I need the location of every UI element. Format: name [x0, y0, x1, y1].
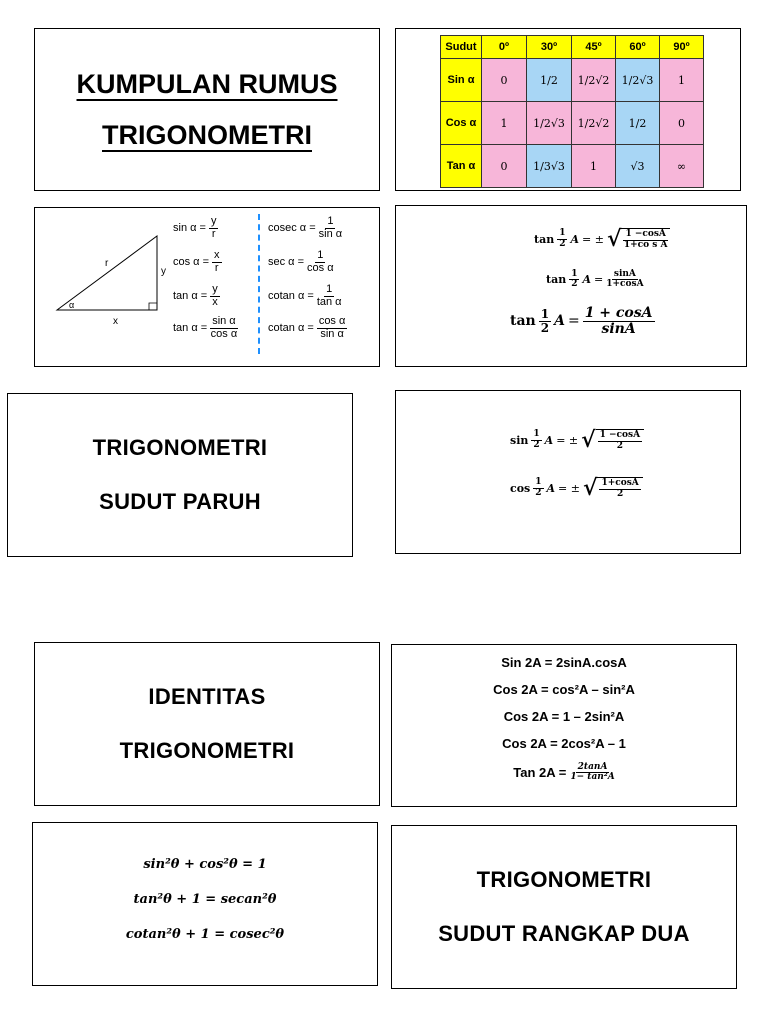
- table-cell: 1/2√2: [572, 59, 616, 102]
- var-a: A: [544, 433, 554, 447]
- ratio-lhs: tan α =: [173, 290, 208, 303]
- ratio-cotan-cossin: [268, 316, 347, 340]
- ratio-sec: [268, 250, 334, 274]
- frac-den: 2: [559, 238, 566, 249]
- table-cell: 1/3√3: [527, 145, 572, 188]
- table-cell: 1/2√3: [527, 102, 572, 145]
- var-a: A: [554, 313, 565, 330]
- label-y: y: [161, 266, 166, 277]
- table-cell: √3: [616, 145, 660, 188]
- fn-label: tan: [534, 232, 555, 246]
- frac-num: 1 + cosA: [584, 305, 653, 321]
- table-cell: 0: [482, 59, 527, 102]
- half-sincos-card: [395, 390, 741, 554]
- frac-den: 1+cosA: [606, 279, 644, 290]
- frac-num: 1+cosA: [601, 478, 639, 489]
- table-cell: 1: [660, 59, 704, 102]
- double-cos-3: Cos 2A = 2cos²A – 1: [502, 736, 626, 751]
- sqrt-group: [581, 429, 644, 451]
- half-sin-formula: [510, 429, 644, 451]
- identity-title-line1: IDENTITAS: [148, 684, 266, 709]
- table-row: [441, 102, 704, 145]
- ratio-card: [34, 207, 380, 367]
- table-cell: 1/2√2: [572, 102, 616, 145]
- row-label: Sin α: [441, 59, 482, 102]
- header-cell: 45º: [572, 36, 616, 59]
- frac-num: y: [210, 215, 217, 227]
- identity-title-line2: TRIGONOMETRI: [119, 738, 295, 763]
- plus-minus: = ±: [556, 433, 579, 447]
- identity-tan-sec: tan²θ + 1 = secan²θ: [133, 892, 277, 907]
- ratio-cotan: [268, 284, 342, 308]
- ratio-tan: [173, 284, 220, 308]
- ratio-fraction: [317, 316, 348, 340]
- double-tan-fraction: [570, 763, 614, 783]
- frac-den: sin α: [320, 327, 344, 340]
- table-row: [441, 145, 704, 188]
- table-cell: 1: [572, 145, 616, 188]
- table-cell: 1/2√3: [616, 59, 660, 102]
- double-angle-card: [391, 644, 737, 807]
- label-x: x: [113, 316, 118, 327]
- frac-den: 2: [616, 488, 624, 499]
- double-title-line1: TRIGONOMETRI: [476, 867, 652, 892]
- frac-den: x: [212, 295, 218, 308]
- half-title-line2: SUDUT PARUH: [99, 489, 261, 514]
- half-fraction: [557, 229, 567, 249]
- fn-label: cos: [510, 481, 531, 495]
- frac-den: r: [214, 261, 219, 274]
- header-cell: 0º: [482, 36, 527, 59]
- plus-minus: = ±: [558, 481, 580, 495]
- frac-den: sinA: [601, 320, 636, 337]
- sqrt-icon: √: [606, 226, 622, 252]
- frac-den: 2: [535, 487, 542, 498]
- angle-value-table: [440, 35, 704, 188]
- fn-label: tan: [510, 313, 536, 330]
- table-cell: ∞: [660, 145, 704, 188]
- half-fraction: [531, 430, 541, 450]
- frac-num: 1: [571, 269, 578, 279]
- half-angle-title-card: [7, 393, 353, 557]
- var-a: A: [546, 481, 556, 495]
- ratio-fraction: [209, 216, 219, 240]
- double-sin: Sin 2A = 2sinA.cosA: [501, 655, 627, 670]
- ratio-lhs: cotan α =: [268, 322, 314, 335]
- frac-num: 1: [535, 477, 542, 488]
- ratio-fraction: [307, 250, 334, 274]
- frac-den: cos α: [210, 327, 238, 340]
- frac-den: r: [211, 227, 216, 240]
- main-title-line2: TRIGONOMETRI: [102, 119, 312, 150]
- table-cell: 0: [660, 102, 704, 145]
- fn-label: tan: [546, 273, 567, 287]
- label-r: r: [105, 258, 109, 269]
- ratio-tan-sincos: [173, 316, 238, 340]
- ratio-lhs: sec α =: [268, 256, 305, 269]
- title-card-main: [34, 28, 380, 191]
- double-tan-lhs: Tan 2A =: [513, 765, 567, 781]
- ratio-lhs: cosec α =: [268, 222, 316, 235]
- ratio-fraction: [317, 284, 342, 308]
- dashed-divider: [258, 214, 260, 354]
- header-cell: Sudut: [441, 36, 482, 59]
- sqrt-fraction: [598, 431, 642, 451]
- frac-den: 2: [533, 439, 540, 450]
- right-triangle-diagram: [53, 230, 173, 330]
- frac-den: sin α: [318, 227, 343, 240]
- identity-title-card: [34, 642, 380, 806]
- frac-den: tan α: [316, 295, 342, 308]
- sqrt-fraction: [623, 230, 667, 250]
- frac-den: 1− tan²A: [570, 772, 615, 783]
- frac-num: y: [212, 283, 218, 295]
- ratio-lhs: sin α =: [173, 222, 206, 235]
- frac-num: x: [214, 249, 220, 261]
- double-title-line2: SUDUT RANGKAP DUA: [438, 921, 690, 946]
- frac-num: 2tanA: [577, 762, 608, 772]
- identity-list: [33, 847, 377, 952]
- frac-den: 1+co s A: [623, 239, 668, 250]
- double-angle-title-card: [391, 825, 737, 989]
- sqrt-group: [583, 477, 643, 499]
- ratio-fraction: [210, 316, 237, 340]
- frac-den: 2: [571, 279, 578, 290]
- table-cell: 0: [482, 145, 527, 188]
- row-label: Tan α: [441, 145, 482, 188]
- equals: =: [594, 273, 604, 287]
- ratio-fraction: [210, 284, 220, 308]
- double-cos-1: Cos 2A = cos²A – sin²A: [493, 682, 635, 697]
- ratio-lhs: tan α =: [173, 322, 208, 335]
- var-a: A: [582, 273, 592, 287]
- table-header-row: [441, 36, 704, 59]
- half-fraction: [569, 270, 579, 290]
- half-cos-formula: [510, 477, 643, 499]
- ratio-lhs: cos α =: [173, 256, 210, 269]
- half-tan-formula-1: [534, 228, 670, 250]
- frac-num: 1: [540, 307, 550, 322]
- header-cell: 90º: [660, 36, 704, 59]
- ratio-fraction: [212, 250, 222, 274]
- row-label: Cos α: [441, 102, 482, 145]
- frac-num: 1: [327, 215, 334, 227]
- table-cell: 1/2: [616, 102, 660, 145]
- label-alpha: α: [69, 300, 75, 310]
- ratio-cos: [173, 250, 222, 274]
- half-fraction: [533, 478, 543, 498]
- identity-cotan-cosec: cotan²θ + 1 = cosec²θ: [125, 927, 285, 942]
- identity-pythagorean: sin²θ + cos²θ = 1: [143, 857, 267, 872]
- frac-num: 1: [559, 228, 566, 239]
- result-fraction: [606, 270, 643, 290]
- ratio-sin: [173, 216, 218, 240]
- frac-num: 1: [533, 429, 540, 440]
- frac-num: cos α: [318, 315, 346, 327]
- double-tan: [513, 763, 615, 783]
- frac-num: 1: [326, 283, 333, 295]
- ratio-fraction: [319, 216, 342, 240]
- half-fraction: [539, 308, 551, 334]
- equals: =: [567, 313, 580, 330]
- double-angle-list: [392, 649, 736, 789]
- frac-den: cos α: [307, 261, 334, 274]
- frac-num: 1: [317, 249, 324, 261]
- frac-num: 1 −cosA: [599, 430, 641, 441]
- frac-den: 2: [616, 440, 623, 451]
- plus-minus: = ±: [582, 232, 604, 246]
- table-cell: 1: [482, 102, 527, 145]
- ratio-lhs: cotan α =: [268, 290, 314, 303]
- frac-num: sinA: [613, 269, 636, 279]
- table-row: [441, 59, 704, 102]
- identities-card: [32, 822, 378, 986]
- half-tan-card: [395, 205, 747, 367]
- header-cell: 30º: [527, 36, 572, 59]
- angle-table-card: [395, 28, 741, 191]
- header-cell: 60º: [616, 36, 660, 59]
- half-tan-formula-3: [510, 306, 655, 336]
- frac-den: 2: [540, 320, 550, 335]
- sqrt-fraction: [599, 479, 640, 499]
- result-fraction: [583, 306, 655, 336]
- half-tan-formula-2: [546, 270, 644, 290]
- var-a: A: [570, 232, 580, 246]
- main-title-line1: KUMPULAN RUMUS: [76, 68, 338, 99]
- double-cos-2: Cos 2A = 1 – 2sin²A: [503, 709, 625, 724]
- frac-num: sin α: [212, 315, 236, 327]
- ratio-cosec: [268, 216, 342, 240]
- fn-label: sin: [510, 433, 529, 447]
- sqrt-icon: √: [581, 427, 596, 453]
- sqrt-icon: √: [582, 475, 598, 501]
- table-cell: 1/2: [527, 59, 572, 102]
- frac-num: 1 −cosA: [625, 229, 666, 240]
- sqrt-group: [607, 228, 670, 250]
- half-title-line1: TRIGONOMETRI: [92, 435, 268, 460]
